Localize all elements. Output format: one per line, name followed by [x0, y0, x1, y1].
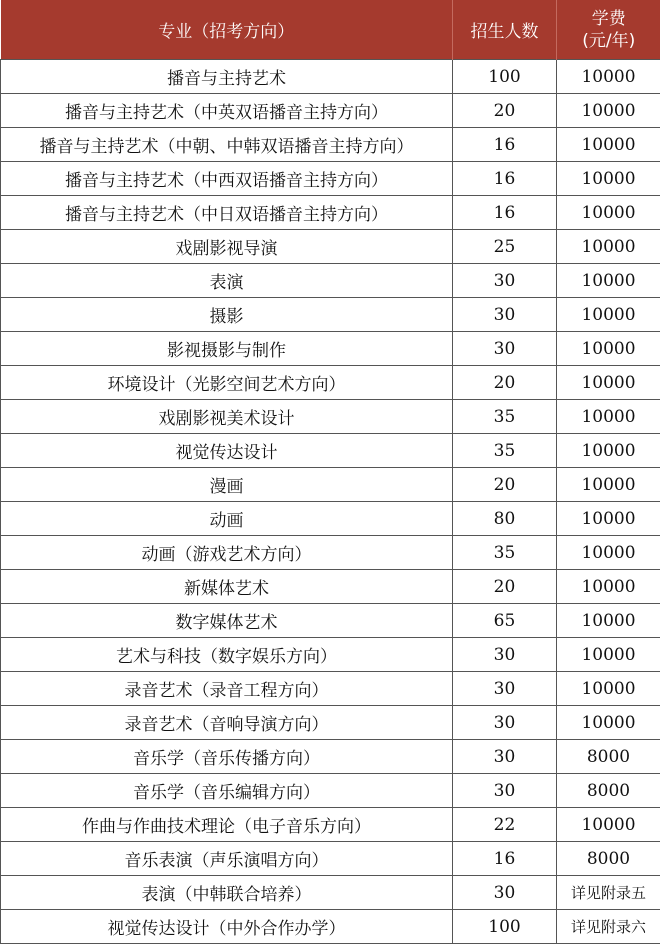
cell-fee: 10000: [557, 808, 660, 842]
cell-major: 视觉传达设计: [1, 434, 453, 468]
table-row: [1, 740, 660, 774]
cell-count: 16: [453, 842, 557, 876]
cell-fee: 10000: [557, 230, 660, 264]
cell-count: 30: [453, 638, 557, 672]
cell-major: 动画: [1, 502, 453, 536]
cell-fee: 10000: [557, 162, 660, 196]
cell-major: 音乐学（音乐传播方向）: [1, 740, 453, 774]
cell-major: 音乐学（音乐编辑方向）: [1, 774, 453, 808]
cell-fee: 10000: [557, 94, 660, 128]
cell-count: 16: [453, 162, 557, 196]
header-count: 招生人数: [453, 0, 557, 60]
table-row: [1, 264, 660, 298]
cell-major: 漫画: [1, 468, 453, 502]
cell-major: 表演: [1, 264, 453, 298]
table-row: [1, 468, 660, 502]
cell-fee: 详见附录五: [557, 876, 660, 910]
cell-fee: 10000: [557, 298, 660, 332]
table-row: [1, 196, 660, 230]
table-row: [1, 706, 660, 740]
cell-fee: 10000: [557, 196, 660, 230]
cell-major: 视觉传达设计（中外合作办学）: [1, 910, 453, 944]
table-row: [1, 638, 660, 672]
cell-count: 22: [453, 808, 557, 842]
cell-fee: 8000: [557, 740, 660, 774]
cell-fee: 10000: [557, 332, 660, 366]
cell-major: 播音与主持艺术（中西双语播音主持方向）: [1, 162, 453, 196]
cell-count: 80: [453, 502, 557, 536]
cell-major: 作曲与作曲技术理论（电子音乐方向）: [1, 808, 453, 842]
cell-fee: 8000: [557, 774, 660, 808]
header-major: 专业（招考方向）: [1, 0, 453, 60]
cell-fee: 10000: [557, 128, 660, 162]
table-row: [1, 604, 660, 638]
cell-count: 25: [453, 230, 557, 264]
cell-major: 影视摄影与制作: [1, 332, 453, 366]
cell-fee: 10000: [557, 434, 660, 468]
table-body: [1, 60, 660, 944]
cell-fee: 10000: [557, 604, 660, 638]
table-row: [1, 774, 660, 808]
cell-fee: 10000: [557, 638, 660, 672]
table-row: [1, 400, 660, 434]
cell-count: 100: [453, 60, 557, 94]
cell-count: 35: [453, 400, 557, 434]
table-row: [1, 94, 660, 128]
cell-count: 30: [453, 876, 557, 910]
cell-fee: 10000: [557, 570, 660, 604]
cell-major: 播音与主持艺术（中日双语播音主持方向）: [1, 196, 453, 230]
table-header-row: [1, 0, 660, 60]
table-row: [1, 910, 660, 944]
cell-fee: 10000: [557, 672, 660, 706]
table-row: [1, 876, 660, 910]
table-row: [1, 502, 660, 536]
header-fee: [557, 0, 660, 60]
table-row: [1, 162, 660, 196]
cell-count: 65: [453, 604, 557, 638]
cell-count: 35: [453, 434, 557, 468]
cell-count: 16: [453, 128, 557, 162]
cell-major: 表演（中韩联合培养）: [1, 876, 453, 910]
table-row: [1, 672, 660, 706]
cell-fee: 10000: [557, 366, 660, 400]
cell-fee: 10000: [557, 60, 660, 94]
cell-fee: 10000: [557, 706, 660, 740]
cell-count: 30: [453, 332, 557, 366]
header-fee-unit: (元/年): [582, 30, 636, 51]
cell-major: 录音艺术（录音工程方向）: [1, 672, 453, 706]
cell-major: 摄影: [1, 298, 453, 332]
cell-count: 35: [453, 536, 557, 570]
cell-count: 30: [453, 706, 557, 740]
header-fee-title: 学费: [591, 8, 626, 29]
cell-major: 播音与主持艺术（中英双语播音主持方向）: [1, 94, 453, 128]
table-row: [1, 60, 660, 94]
table-row: [1, 842, 660, 876]
cell-major: 艺术与科技（数字娱乐方向）: [1, 638, 453, 672]
cell-fee: 10000: [557, 264, 660, 298]
cell-major: 戏剧影视导演: [1, 230, 453, 264]
table-row: [1, 536, 660, 570]
table-row: [1, 808, 660, 842]
cell-count: 20: [453, 468, 557, 502]
cell-fee: 10000: [557, 468, 660, 502]
table-row: [1, 128, 660, 162]
cell-count: 30: [453, 774, 557, 808]
cell-major: 新媒体艺术: [1, 570, 453, 604]
cell-count: 20: [453, 570, 557, 604]
cell-major: 播音与主持艺术（中朝、中韩双语播音主持方向）: [1, 128, 453, 162]
table-row: [1, 570, 660, 604]
table-row: [1, 230, 660, 264]
cell-count: 16: [453, 196, 557, 230]
table-row: [1, 434, 660, 468]
cell-major: 播音与主持艺术: [1, 60, 453, 94]
cell-fee: 10000: [557, 502, 660, 536]
cell-fee: 10000: [557, 400, 660, 434]
cell-fee: 10000: [557, 536, 660, 570]
table-row: [1, 366, 660, 400]
cell-count: 20: [453, 366, 557, 400]
cell-count: 30: [453, 264, 557, 298]
cell-major: 戏剧影视美术设计: [1, 400, 453, 434]
table-row: [1, 298, 660, 332]
cell-major: 环境设计（光影空间艺术方向）: [1, 366, 453, 400]
cell-fee: 详见附录六: [557, 910, 660, 944]
cell-count: 30: [453, 740, 557, 774]
cell-major: 动画（游戏艺术方向）: [1, 536, 453, 570]
cell-count: 30: [453, 298, 557, 332]
cell-major: 音乐表演（声乐演唱方向）: [1, 842, 453, 876]
cell-count: 100: [453, 910, 557, 944]
cell-count: 30: [453, 672, 557, 706]
cell-major: 数字媒体艺术: [1, 604, 453, 638]
cell-major: 录音艺术（音响导演方向）: [1, 706, 453, 740]
table-row: [1, 332, 660, 366]
cell-count: 20: [453, 94, 557, 128]
cell-fee: 8000: [557, 842, 660, 876]
